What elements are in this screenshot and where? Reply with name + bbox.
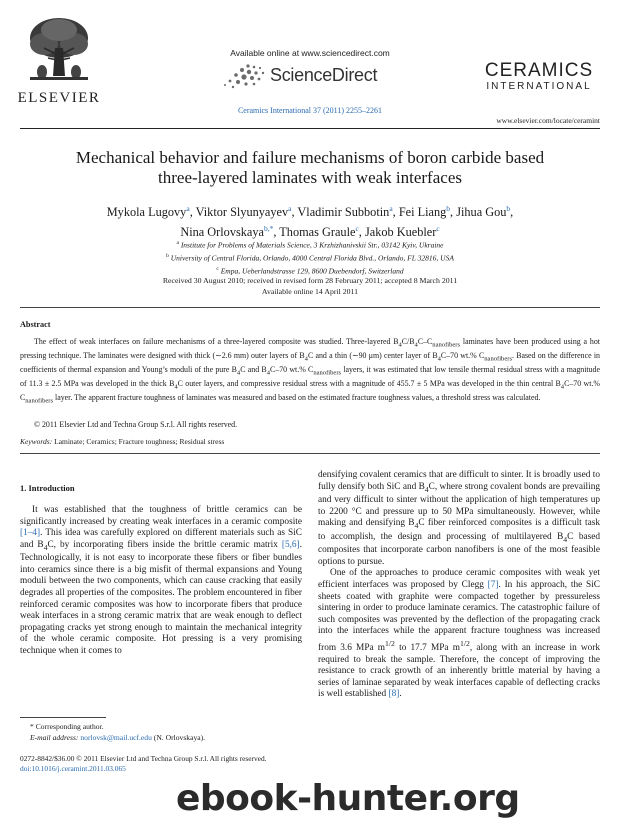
citation-link[interactable]: [1–4] (20, 528, 41, 539)
paragraph: densifying covalent ceramics that are difficult to sinter. It is broadly used to fully densify both SiC and $B_4C$, where strong covalent bonds are prevailing and very difficult to sinter without the application of high temperatures up to 2200 °C and pressure up to 50 MPa simultaneously. However, while making and densifying $B_4C$ fiber reinforced composites is a difficult task to accomplish, the design and processing of multilayered $B_4C$ based composites that incorporate carbon nanofibers is one of the most feasible options to pursue. (318, 470, 600, 567)
journal-citation-link[interactable]: Ceramics International 37 (2011) 2255–2261 (237, 106, 383, 115)
doi-link[interactable]: doi:10.1016/j.ceramint.2011.03.065 (20, 764, 126, 773)
issn-line: 0272-8842/$36.00 © 2011 Elsevier Ltd and Techna Group S.r.l. All rights reserved. (20, 754, 267, 763)
available-online-text: Available online at www.sciencedirect.com (230, 48, 390, 58)
corresponding-author: * Corresponding author. (30, 722, 104, 731)
keywords: Keywords: Laminate; Ceramics; Fracture toughness; Residual stress (20, 437, 225, 446)
article-history (40, 276, 580, 297)
author-name: Thomas Graule (279, 224, 356, 239)
section-heading: 1. Introduction (20, 483, 75, 493)
footnote-divider (20, 717, 106, 718)
author-list (40, 201, 580, 240)
sciencedirect-wordmark: ScienceDirect (270, 65, 378, 85)
author-affil-marker[interactable]: a (186, 204, 190, 213)
abstract-body: The effect of weak interfaces on failure mechanisms of a three-layered composite was studied. Three-layered $B_4C/B_4C-C_{nanofibers}$ laminates have been produced using a hot pressing technique. The laminates were designed with thick (∼2.6 mm) outer layers of $B_4C$ and a thin (∼90 μm) center layer of $B_4C-70$ wt.% $C_{nanofibers}$. Based on the difference in coefficients of thermal expansion and Young’s moduli of the pure $B_4C$ and $B_4C-70$ wt.% $C_{nanofibers}$ layers, it was estimated that low tensile thermal residual stress with a magnitude of 11.3 ± 2.5 MPa was developed in the thick $B_4C$ outer layers, and compressive residual stress with a magnitude of 455.7 ± 5 MPa was developed in the thin central $B_4C-70$ wt.% $C_{nanofibers}$ layer. The apparent fracture toughness of laminates was measured and based on the estimated fracture toughness values, a threshold stress was calculated. (20, 337, 601, 405)
title-line2: three-layered laminates with weak interfaces (158, 168, 462, 187)
abstract-bottom-divider (20, 453, 600, 454)
author-affil-marker[interactable]: c (436, 223, 440, 233)
header-divider (20, 128, 600, 129)
author-affil-marker[interactable]: b,* (263, 223, 274, 233)
affiliation-a: $^a$ Institute for Problems of Materials Science, 3 Krzhizhanivskii Str., 03142 Kyiv, Ukraine (176, 240, 444, 250)
body-column-left: It was established that the toughness of brittle ceramics can be significantly increased by creating weak interfaces in a ceramic composite [1–4]. This idea was carefully explored on different materials such as SiC and $B_4C$, by incorporating fibers inside the brittle ceramic matrix [5,6]. Technologically, it is not easy to incorporate these fibers or fiber bundles into ceramics since there is a big misfit of thermal expansions and Young moduli between the two components, which can cause cracking that easily degrades all properties of the composites. The problem encountered in fiber reinforced ceramic composites was how to incorporate fibers that produce weak interfaces in a strong ceramic matrix that are weak enough to deflect propagating cracks yet strong enough to maintain the mechanical integrity of the whole ceramic composite. Hot pressing is a very promising technique when it comes to (20, 505, 302, 656)
title-line1: Mechanical behavior and failure mechanisms of boron carbide based (75, 148, 545, 167)
journal-url-link[interactable]: www.elsevier.com/locate/ceramint (496, 116, 600, 125)
abstract-heading: Abstract (20, 320, 51, 329)
received-dates: Received 30 August 2010; received in revised form 28 February 2011; accepted 8 March 2011 (162, 276, 458, 285)
body-column-right (318, 470, 600, 701)
affiliation-b: $^b$ University of Central Florida, Orlando, 4000 Central Florida Blvd., Orlando, FL 32816, USA (166, 253, 454, 263)
affiliation-c: $^c$ Empa, Ueberlandstrasse 129, 8600 Duebendorf, Switzerland (216, 266, 404, 276)
author-name: Mykola Lugovy (106, 205, 187, 220)
elsevier-logo (16, 14, 102, 107)
affiliations (40, 238, 580, 277)
page-footer (20, 754, 266, 774)
author-line2: Nina Orlovskaya$^{b,*}$, Thomas Graule$^c$, Jakob Kuebler$^c$ (180, 223, 440, 239)
journal-logo-line2: INTERNATIONAL (486, 81, 592, 92)
email-line: E-mail address: norlovsk@mail.ucf.edu (N. Orlovskaya). (30, 732, 206, 742)
available-online-date: Available online 14 April 2011 (261, 286, 359, 296)
ceramics-international-logo (478, 60, 600, 92)
footnote (20, 722, 205, 743)
elsevier-wordmark: ELSEVIER (17, 90, 101, 106)
author-name: Fei Liang (398, 205, 447, 220)
sciencedirect-dots-icon (218, 63, 268, 89)
elsevier-tree-icon (24, 14, 94, 84)
paragraph: One of the approaches to produce ceramic composites with weak yet efficient interfaces was proposed by Clegg [7]. In his approach, the SiC sheets coated with graphite were compacted together by pressureless sintering in order to produce laminate ceramics. The catastrophic failure of such composites was prevented by the deflection of the propagating crack into the interfaces while the apparent fracture toughness was increased from 3.6 MPa $m^{1/2}$ to 17.7 MPa $m^{1/2}$, along with an increase in work required to break the sample. Therefore, the concept of improving the resistance to crack growth of an inherently brittle material by having a series of laminae separated by weak interfaces capable of deflecting cracks is well established [8]. (318, 568, 600, 700)
author-name: Nina Orlovskaya (180, 224, 264, 239)
journal-logo-line1: CERAMICS (484, 60, 594, 81)
abstract-copyright: © 2011 Elsevier Ltd and Techna Group S.r.l. All rights reserved. (34, 420, 238, 429)
watermark: ebook-hunter.org (176, 778, 520, 819)
author-affil-marker[interactable]: a (389, 204, 393, 213)
citation-link[interactable]: [8] (388, 689, 400, 700)
author-name: Jakob Kuebler (364, 224, 437, 239)
author-affil-marker[interactable]: c (355, 223, 359, 233)
abstract-top-divider (20, 307, 600, 308)
author-affil-marker[interactable]: b (506, 204, 511, 213)
email-link[interactable]: norlovsk@mail.ucf.edu (80, 732, 152, 742)
author-name: Jihua Gou (456, 205, 507, 220)
author-name: Viktor Slyunyayev (195, 205, 289, 220)
author-name: Vladimir Subbotin (297, 205, 390, 220)
author-affil-marker[interactable]: b (446, 204, 451, 213)
author-line1: Mykola Lugovy$^a$, Viktor Slyunyayev$^a$, Vladimir Subbotin$^a$, Fei Liang$^b$, Jihua Gou$^b$, (106, 204, 514, 220)
author-affil-marker[interactable]: a (288, 204, 292, 213)
sciencedirect-logo[interactable] (218, 63, 408, 89)
citation-link[interactable]: [7] (487, 579, 499, 590)
citation-link[interactable]: [5,6] (281, 539, 300, 550)
article-title (36, 148, 584, 188)
